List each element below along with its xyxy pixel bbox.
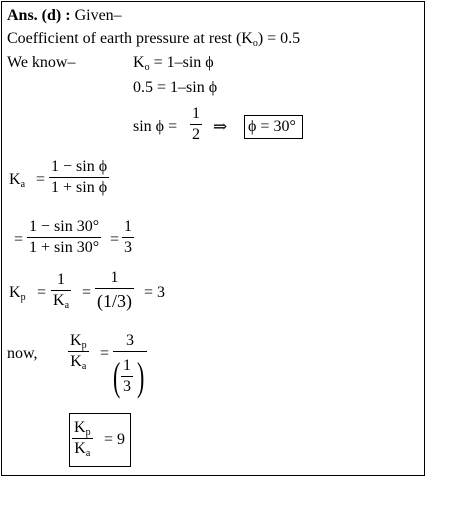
kp-symbol: $K_p$ [9, 284, 26, 303]
ka-equals-2: = [14, 231, 24, 248]
kp-result: = 3 [144, 284, 166, 301]
fraction-inner-third: 1 3 [123, 357, 131, 395]
kp-equals: = [37, 284, 47, 301]
left-paren: ( [113, 354, 121, 399]
phi-result: ϕ = 30° [248, 118, 296, 135]
sin-phi-lhs: sin ϕ = [133, 118, 178, 135]
fraction-one-over-ka: 1 $K_a$ [53, 271, 70, 311]
answer-header [7, 6, 122, 26]
ka-symbol: $K_a$ [9, 171, 26, 190]
now-label: now, [7, 345, 38, 362]
fraction-one-over-third: 1 (1/3) [97, 269, 132, 311]
fraction-ka-general: 1 − sin ϕ 1 + sin ϕ [51, 158, 108, 196]
answer-label: Ans. (d) : [7, 7, 71, 24]
now-equals: = [100, 345, 110, 362]
kp-equals-2: = [82, 284, 92, 301]
fraction-three-over-third: 3 [113, 331, 147, 352]
ka-equals-3: = [110, 231, 120, 248]
right-paren: ) [137, 354, 145, 399]
we-know-label: We know– [7, 54, 76, 71]
fraction-half: 1 2 [192, 105, 200, 143]
ka-equals: = [36, 171, 46, 188]
fraction-one-third: 1 3 [124, 218, 132, 256]
fraction-kp-over-ka: $K_p$ $K_a$ [70, 332, 87, 372]
fraction-final: $K_p$ $K_a$ [74, 419, 91, 459]
implies-arrow: ⇒ [213, 117, 228, 136]
equation-ko: $K_o = 1-\sin$ ϕ [133, 54, 214, 73]
equation-0-5: 0.5 = 1–sin ϕ [133, 79, 218, 96]
given-label: Given– [70, 7, 122, 24]
fraction-ka-30: 1 − sin 30° 1 + sin 30° [29, 218, 100, 256]
coefficient-line: Coefficient of earth pressure at rest $(K_o) = 0.5$ [7, 30, 301, 49]
final-result: = 9 [104, 431, 126, 448]
